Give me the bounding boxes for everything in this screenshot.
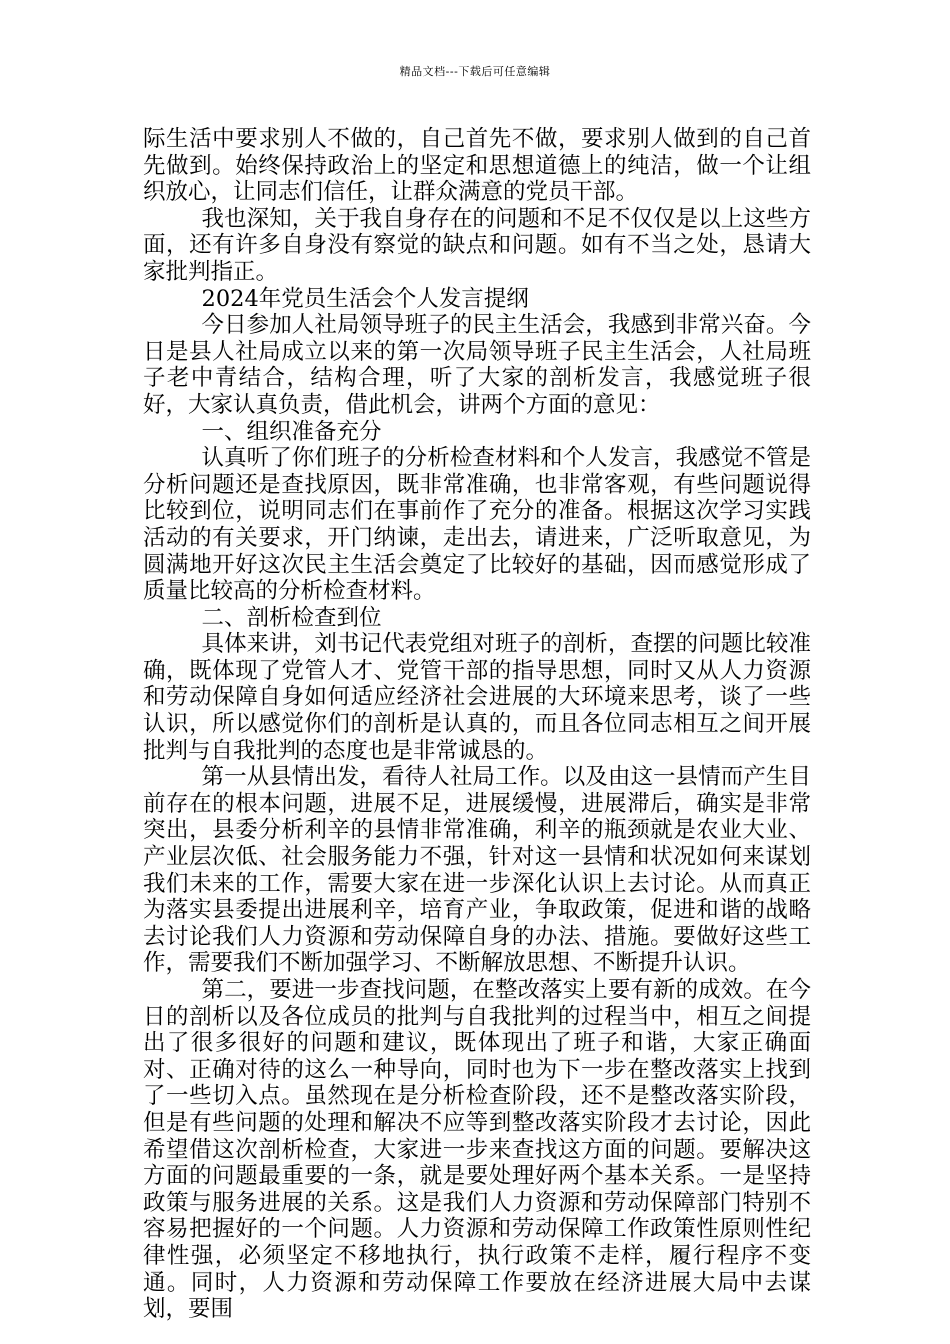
paragraph: 具体来讲，刘书记代表党组对班子的剖析，查摆的问题比较准确，既体现了党管人才、党管干部的指导思想，同时又从人力资源和劳动保障自身如何适应经济社会进展的大环境来思考，谈了一些认识，所以感觉你们的剖析是认真的，而且各位同志相互之间开展批判与自我批判的态度也是非常诚恳的。 [143, 631, 811, 764]
section-heading: 二、剖析检查到位 [201, 604, 382, 631]
paragraph: 今日参加人社局领导班子的民主生活会，我感到非常兴奋。今日是县人社局成立以来的第一次局领导班子民主生活会，人社局班子老中青结合，结构合理，听了大家的剖析发言，我感觉班子很好，大家认真负责，借此机会，讲两个方面的意见： [143, 312, 811, 418]
section-heading: 一、组织准备充分 [201, 418, 382, 445]
paragraph: 我也深知，关于我自身存在的问题和不足不仅仅是以上这些方面，还有许多自身没有察觉的缺点和问题。如有不当之处，恳请大家批判指正。 [143, 205, 811, 285]
document-body [143, 126, 811, 1323]
page-header: 精品文档---下载后可任意编辑 [399, 65, 551, 78]
paragraph: 际生活中要求别人不做的，自己首先不做，要求别人做到的自己首先做到。始终保持政治上的坚定和思想道德上的纯洁，做一个让组织放心，让同志们信任，让群众满意的党员干部。 [143, 126, 811, 206]
paragraph: 第二，要进一步查找问题，在整改落实上要有新的成效。在今日的剖析以及各位成员的批判与自我批判的过程当中，相互之间提出了很多很好的问题和建议，既体现出了班子和谐，大家正确面对、正确对待的这么一种导向，同时也为下一步在整改落实上找到了一些切入点。虽然现在是分析检查阶段，还不是整改落实阶段，但是有些问题的处理和解决不应等到整改落实阶段才去讨论，因此希望借这次剖析检查，大家进一步来查找这方面的问题。要解决这方面的问题最重要的一条，就是要处理好两个基本关系。一是坚持政策与服务进展的关系。这是我们人力资源和劳动保障部门特别不容易把握好的一个问题。人力资源和劳动保障工作政策性原则性纪律性强，必须坚定不移地执行，执行政策不走样，履行程序不变通。同时，人力资源和劳动保障工作要放在经济进展大局中去谋划，要围 [143, 977, 811, 1323]
section-heading: 2024年党员生活会个人发言提纲 [201, 285, 529, 312]
paragraph: 第一从县情出发，看待人社局工作。以及由这一县情而产生目前存在的根本问题，进展不足，进展缓慢，进展滞后，确实是非常突出，县委分析利辛的县情非常准确，利辛的瓶颈就是农业大业、产业层次低、社会服务能力不强，针对这一县情和状况如何来谋划我们未来的工作，需要大家在进一步深化认识上去讨论。从而真正为落实县委提出进展利辛，培育产业，争取政策，促进和谐的战略去讨论我们人力资源和劳动保障自身的办法、措施。要做好这些工作，需要我们不断加强学习、不断解放思想、不断提升认识。 [143, 764, 811, 977]
paragraph: 认真听了你们班子的分析检查材料和个人发言，我感觉不管是分析问题还是查找原因，既非常准确，也非常客观，有些问题说得比较到位，说明同志们在事前作了充分的准备。根据这次学习实践活动的有关要求，开门纳谏，走出去，请进来，广泛听取意见，为圆满地开好这次民主生活会奠定了比较好的基础，因而感觉形成了质量比较高的分析检查材料。 [143, 445, 811, 605]
